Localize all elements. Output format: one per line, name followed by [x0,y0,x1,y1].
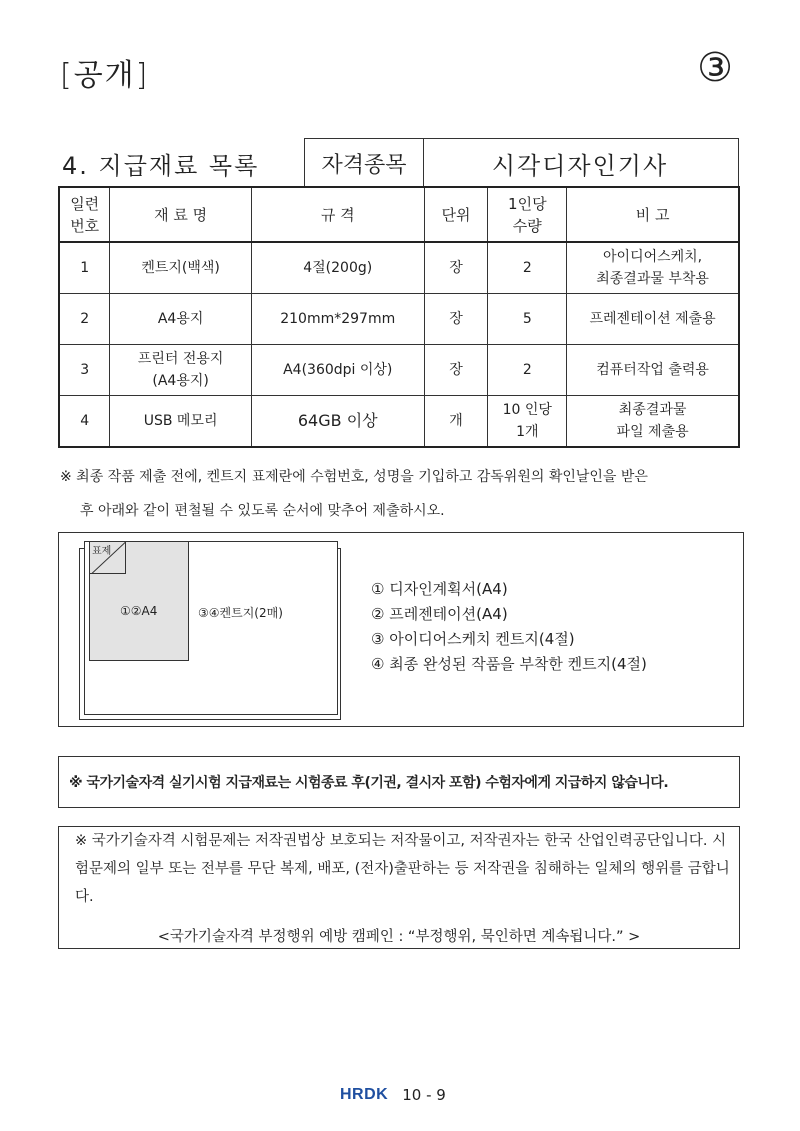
table-cell: 210mm*297mm [251,294,424,345]
diagram-list [371,577,647,677]
table-row [59,242,739,294]
table-cell: 컴퓨터작업 출력용 [567,345,739,396]
field-label: 자격종목 [304,138,424,187]
table-cell: 개 [424,396,488,448]
page-number: 10 - 9 [402,1086,446,1104]
table-cell: 2 [59,294,110,345]
column-header: 규 격 [251,187,424,242]
inner-label: ①②A4 [120,604,158,618]
note-line-2: 후 아래와 같이 편철될 수 있도록 순서에 맞추어 제출하시오. [80,503,445,519]
table-cell: 장 [424,294,488,345]
warning-box: ※ 국가기술자격 실기시험 지급재료는 시험종료 후(기권, 결시자 포함) 수험자에게 지급하지 않습니다. [58,756,740,808]
table-cell: A4(360dpi 이상) [251,345,424,396]
footer [340,1086,446,1104]
copyright-box [58,826,740,949]
section-mark: ③ [697,45,733,91]
column-header: 비 고 [567,187,739,242]
table-cell: 10 인당 1개 [488,396,567,448]
table-row [59,294,739,345]
column-header: 일련 번호 [59,187,110,242]
table-cell: 4 [59,396,110,448]
hrdk-logo: HRDK [340,1086,389,1103]
submission-note [60,460,750,528]
table-cell: 장 [424,242,488,294]
table-cell: 켄트지(백색) [110,242,252,294]
campaign-text: <국가기술자격 부정행위 예방 캠페인 : “부정행위, 묵인하면 계속됩니다.” > [157,929,641,945]
table-row [59,345,739,396]
table-cell: 아이디어스케치, 최종결과물 부착용 [567,242,739,294]
diagram-list-item: ② 프레젠테이션(A4) [371,605,508,623]
table-cell: 프레젠테이션 제출용 [567,294,739,345]
column-header: 단위 [424,187,488,242]
binding-diagram [58,532,744,727]
field-value: 시각디자인기사 [422,138,739,187]
table-cell: A4용지 [110,294,252,345]
column-header: 재 료 명 [110,187,252,242]
table-cell: USB 메모리 [110,396,252,448]
diagram-list-item: ③ 아이디어스케치 켄트지(4절) [371,630,575,648]
table-cell: 3 [59,345,110,396]
table-cell: 2 [488,242,567,294]
column-header: 1인당 수량 [488,187,567,242]
copyright-text: ※ 국가기술자격 시험문제는 저작권법상 보호되는 저작물이고, 저작권자는 한국 산업인력공단입니다. 시험문제의 일부 또는 전부를 무단 복제, 배포, (전자)출판하는 등 저작권을 침해하는 일체의 행위를 금합니다. [75,833,730,905]
table-cell: 장 [424,345,488,396]
document-label: [공개] [60,58,150,93]
table-cell: 프린터 전용지 (A4용지) [110,345,252,396]
diagram-list-item: ④ 최종 완성된 작품을 부착한 켄트지(4절) [371,655,647,673]
table-cell: 최종결과물 파일 제출용 [567,396,739,448]
title-tag: 표제 [89,541,126,574]
table-cell: 5 [488,294,567,345]
materials-table [58,186,740,448]
table-row [59,396,739,448]
table-cell: 1 [59,242,110,294]
table-cell: 4절(200g) [251,242,424,294]
diagram-list-item: ① 디자인계획서(A4) [371,580,508,598]
table-cell: 64GB 이상 [251,396,424,448]
outer-label: ③④켄트지(2매) [198,606,283,620]
section-title: 4. 지급재료 목록 [62,152,260,180]
note-line-1: ※ 최종 작품 제출 전에, 켄트지 표제란에 수험번호, 성명을 기입하고 감독위원의 확인날인을 받은 [60,469,648,485]
title-row [58,138,740,186]
table-cell: 2 [488,345,567,396]
